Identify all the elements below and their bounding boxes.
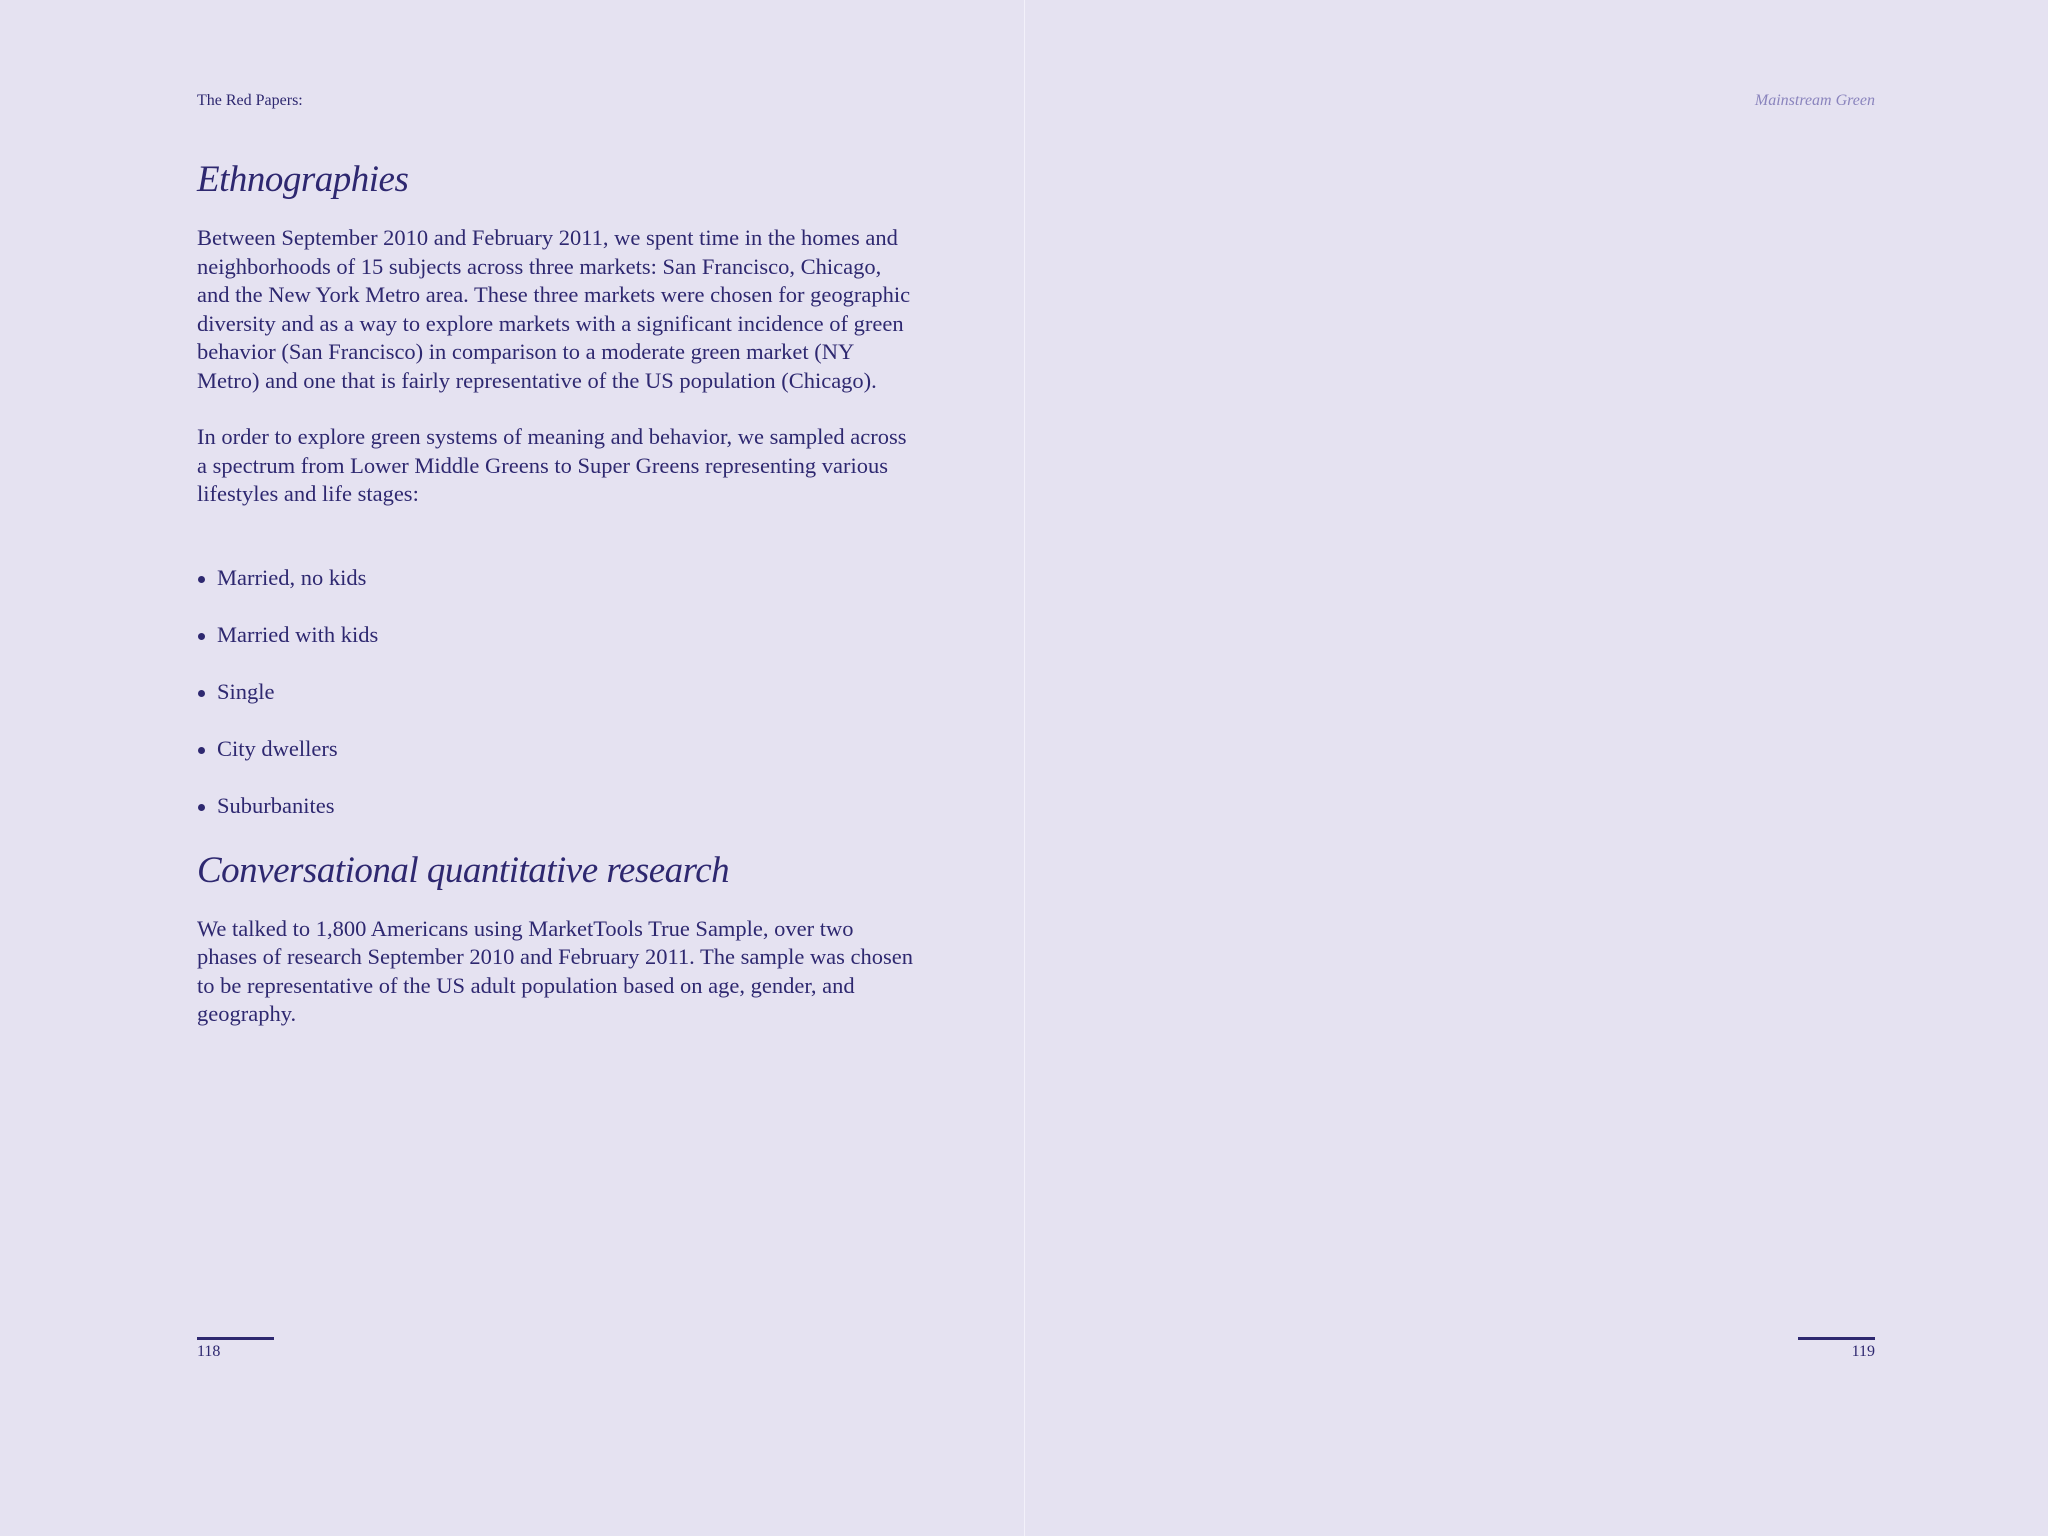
bullet-icon: [198, 690, 205, 697]
list-item: [197, 564, 917, 592]
page-content: [197, 158, 917, 1057]
list-item-label: Suburbanites: [217, 792, 335, 818]
page-number-left: 118: [197, 1343, 221, 1360]
section-title-quantitative: Conversational quantitative research: [197, 849, 730, 891]
ethnographies-paragraph-1: Between September 2010 and February 2011, we spent time in the homes and neighborhoods of 15 subjects across three markets: San Francisco, Chicago, and the New York Metro area. These three markets were chosen for geographic diversity and as a way to explore markets with a significant incidence of green behavior (San Francisco) in comparison to a moderate green market (NY Metro) and one that is fairly representative of the US population (Chicago).: [197, 225, 911, 393]
page-number-right: 119: [1851, 1343, 1875, 1360]
folio-rule-left: [197, 1337, 274, 1340]
running-head-left: The Red Papers:: [197, 92, 303, 109]
list-item-label: City dwellers: [217, 735, 338, 761]
bullet-icon: [198, 804, 205, 811]
right-page: [1025, 0, 2048, 1536]
folio-rule-right: [1798, 1337, 1875, 1340]
lifestyle-list: [197, 564, 917, 820]
quantitative-paragraph: We talked to 1,800 Americans using MarketTools True Sample, over two phases of research September 2010 and February 2011. The sample was chosen to be representative of the US adult population based on age, gender, and geography.: [197, 915, 914, 1026]
section-title-ethnographies: Ethnographies: [197, 159, 409, 200]
list-item: [197, 678, 917, 706]
list-item: [197, 621, 917, 649]
list-item-label: Married with kids: [217, 621, 379, 647]
list-item-label: Married, no kids: [217, 564, 367, 590]
list-item-label: Single: [217, 678, 275, 704]
ethnographies-paragraph-2: In order to explore green systems of meaning and behavior, we sampled across a spectrum from Lower Middle Greens to Super Greens representing various lifestyles and life stages:: [197, 424, 907, 506]
bullet-icon: [198, 747, 205, 754]
bullet-icon: [198, 576, 205, 583]
list-item: [197, 792, 917, 820]
list-item: [197, 735, 917, 763]
bullet-icon: [198, 633, 205, 640]
running-head-right: Mainstream Green: [1754, 92, 1875, 109]
